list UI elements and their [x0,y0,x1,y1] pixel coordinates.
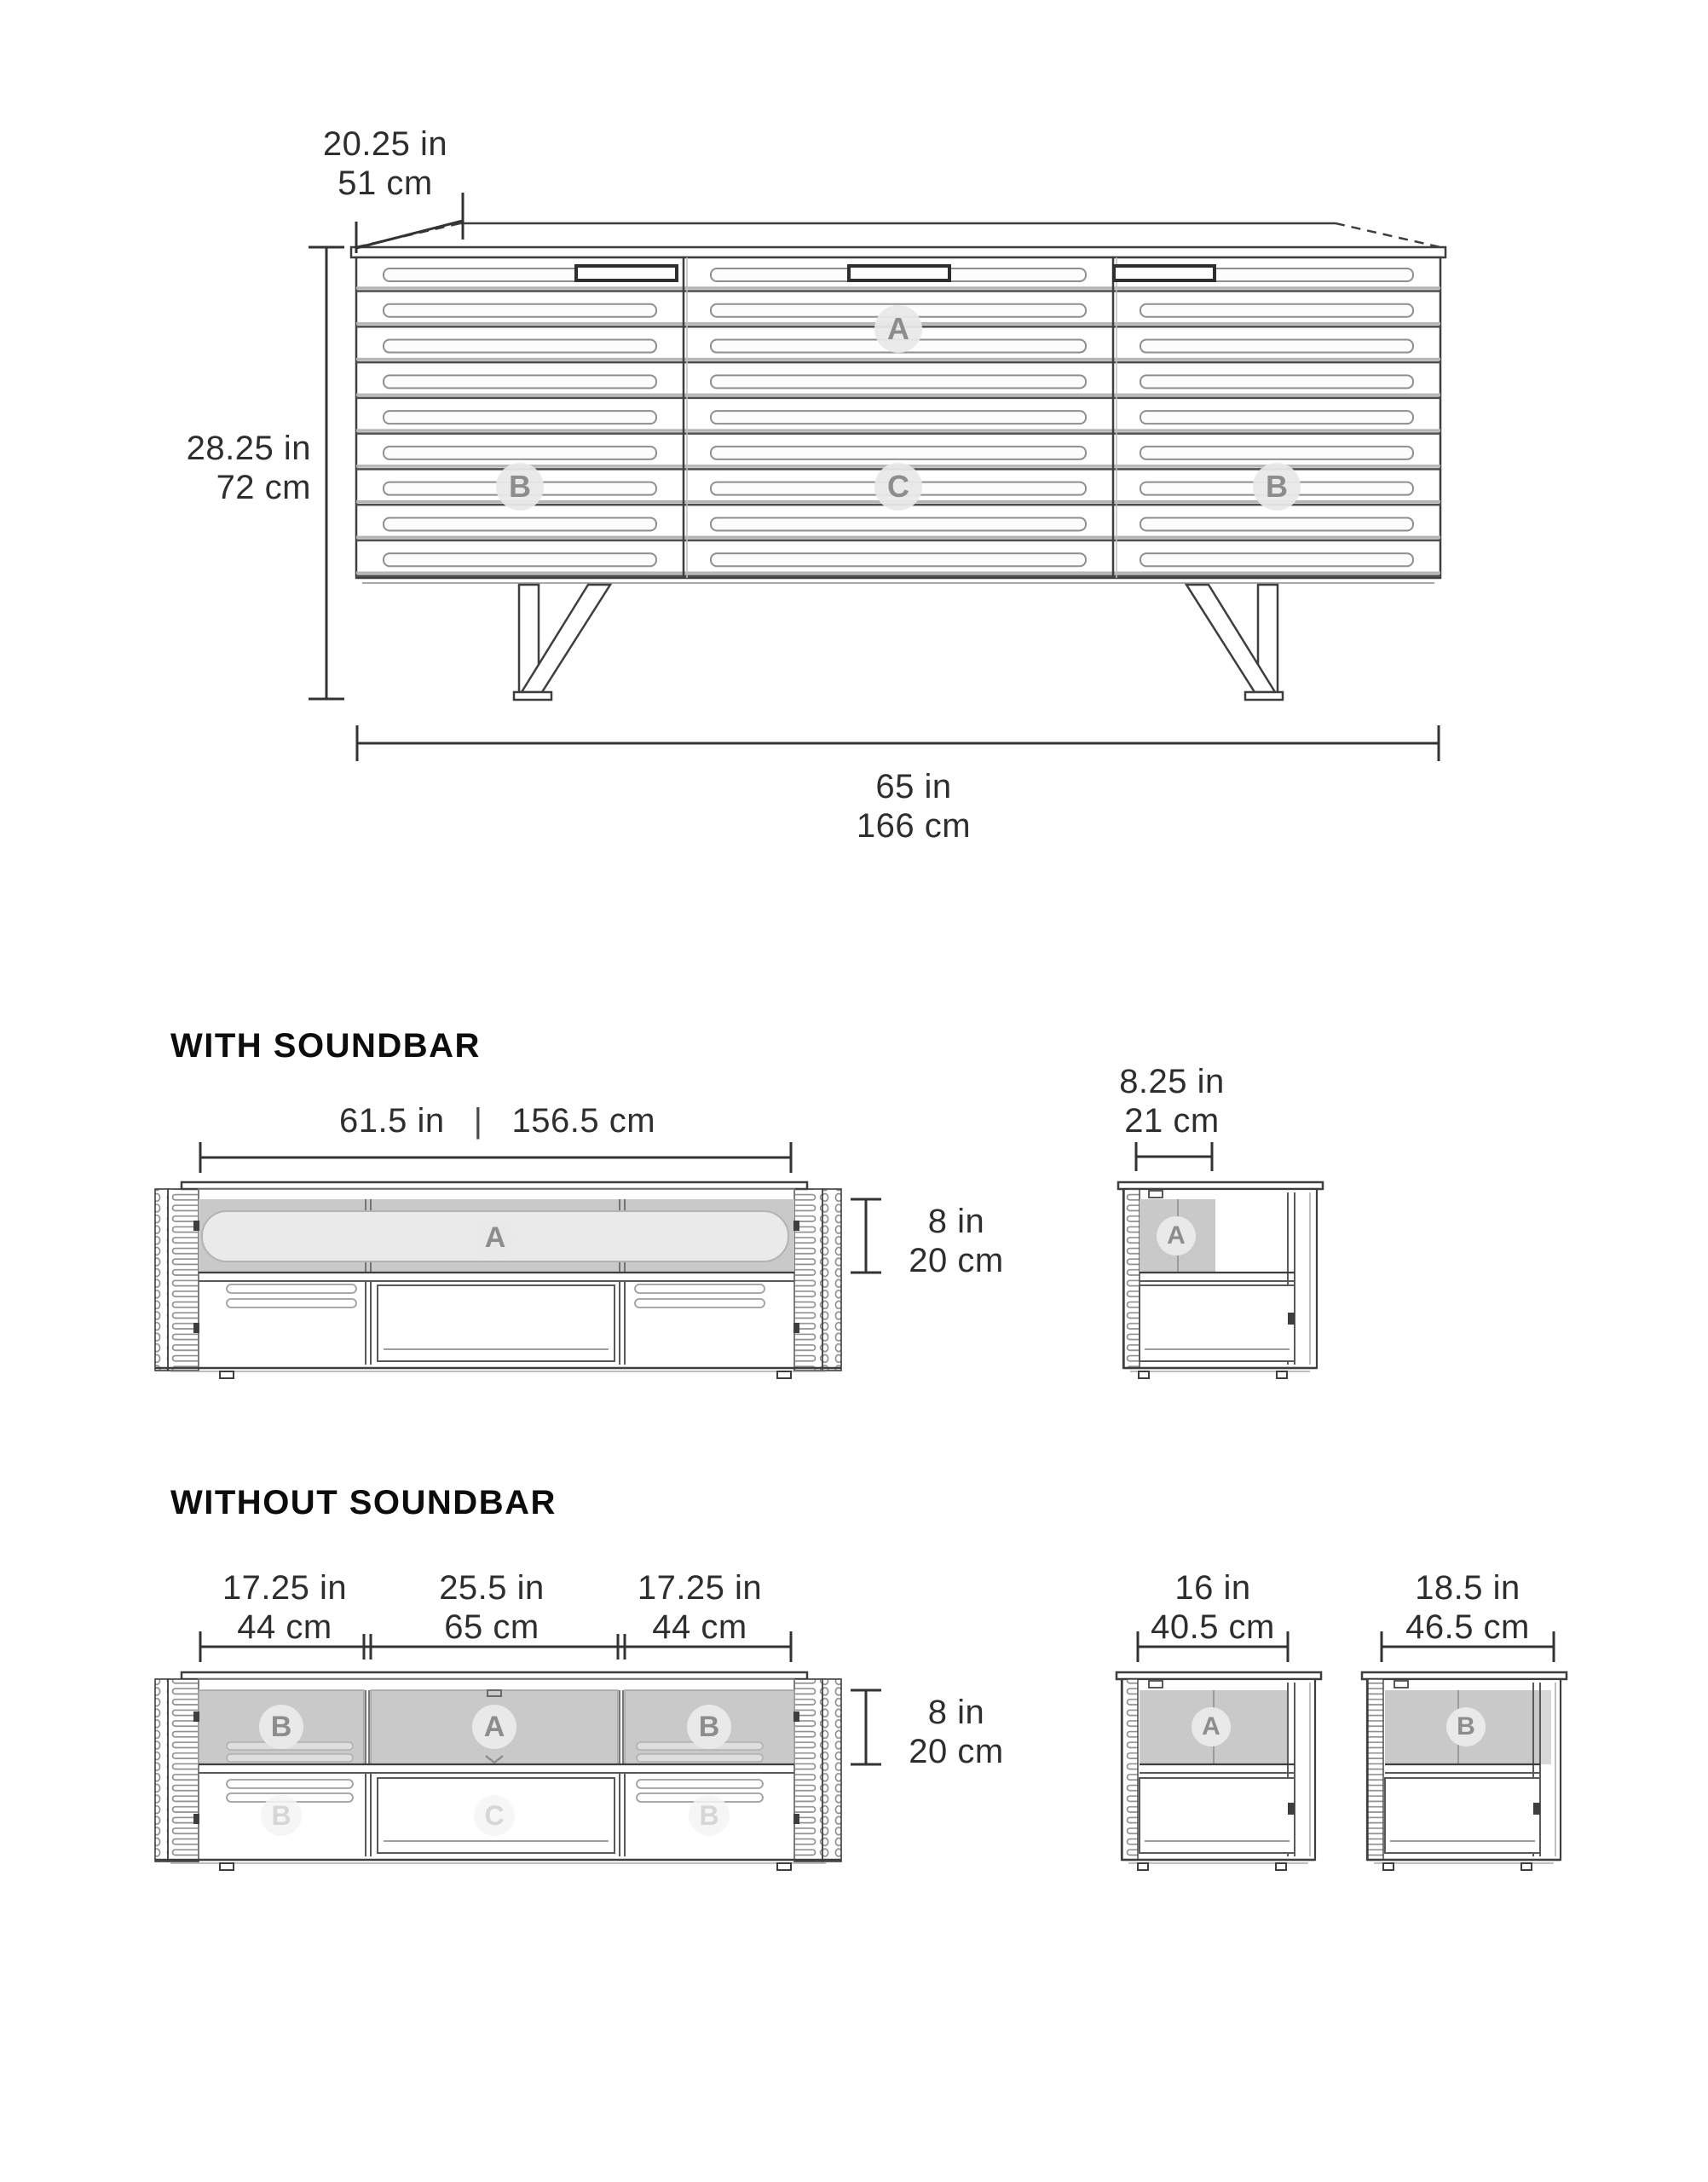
ws-width-dimension-line [200,1142,791,1173]
main-height-in: 28.25 in [186,430,311,467]
console-legs [514,585,1283,700]
ws-height-dimension-line [851,1199,881,1273]
wos-seg3-cm: 44 cm [652,1608,747,1646]
label-badge-ws-soundbar: A [473,1215,517,1260]
wos-height-in: 8 in [927,1694,985,1731]
main-width-cm: 166 cm [856,807,972,845]
ws-right-panel-trim [822,1189,841,1371]
main-depth-cm: 51 cm [338,165,433,202]
wos-height-dimension-line [851,1690,881,1764]
ws-width-cm: 156.5 cm [511,1102,656,1140]
ws-width-in: 61.5 in [338,1102,445,1140]
main-width-in: 65 in [875,768,952,805]
ws-side-depth-in: 8.25 in [1119,1063,1225,1100]
ws-side-depth-cm: 21 cm [1124,1102,1220,1140]
label-badge-side-b: B [1446,1707,1486,1746]
ws-height-cm: 20 cm [909,1242,1004,1279]
wos-seg1-cm: 44 cm [237,1608,332,1646]
label-badge-wos-top-b-left: B [259,1705,303,1749]
console-top-surface [356,223,1440,247]
main-height-dimension [136,429,311,507]
label-badge-wos-bottom-b-left: B [261,1795,302,1836]
console-top-slab [351,247,1445,257]
ws-lid [182,1182,807,1189]
side-b-depth-in: 18.5 in [1415,1569,1520,1607]
label-badge-wos-bottom-c: C [474,1795,515,1836]
handle-center-door [849,266,949,280]
wos-segment-2-dimension [394,1568,590,1647]
width-dimension-line [357,725,1439,761]
ws-left-panel-trim [155,1189,168,1371]
without-soundbar-front-drawing [155,1631,881,1870]
with-soundbar-side-drawing [1118,1142,1323,1378]
ws-side-depth-dimension [1087,1062,1257,1140]
label-badge-wos-top-a: A [472,1705,516,1749]
with-soundbar-front-drawing [155,1142,881,1378]
wos-side-a-drawing [1117,1631,1321,1870]
label-badge-main-c: C [874,463,922,511]
label-badge-wos-bottom-b-right: B [689,1795,730,1836]
wos-seg1-in: 17.25 in [222,1569,348,1607]
label-badge-main-b-right: B [1253,463,1301,511]
main-depth-dimension [279,124,492,203]
main-depth-in: 20.25 in [322,125,448,163]
wos-seg2-cm: 65 cm [444,1608,540,1646]
wos-height-dimension [880,1693,1033,1771]
ws-width-divider: | [473,1102,483,1140]
wos-segment-1-dimension [187,1568,383,1647]
handle-right-door [1114,266,1215,280]
without-soundbar-heading: WITHOUT SOUNDBAR [170,1484,557,1521]
label-badge-ws-side: A [1157,1216,1196,1256]
side-b-depth-cm: 46.5 cm [1405,1608,1530,1646]
ws-width-dimension [200,1101,794,1140]
height-dimension-line [309,247,344,699]
label-badge-main-b-left: B [496,463,544,511]
side-a-depth-in: 16 in [1174,1569,1251,1607]
main-height-cm: 72 cm [216,469,311,506]
side-b-depth-dimension [1382,1568,1553,1647]
ws-side-depth-dimension-line [1136,1142,1212,1171]
wos-seg2-in: 25.5 in [439,1569,545,1607]
side-a-depth-dimension [1128,1568,1298,1647]
ws-height-in: 8 in [927,1203,985,1240]
label-badge-side-a: A [1192,1707,1231,1746]
side-a-depth-cm: 40.5 cm [1151,1608,1275,1646]
label-badge-wos-top-b-right: B [687,1705,731,1749]
ws-right-panel [794,1189,822,1371]
with-soundbar-heading: WITH SOUNDBAR [170,1027,481,1065]
label-badge-main-a: A [874,305,922,353]
wos-side-b-drawing [1362,1631,1567,1870]
wos-seg3-in: 17.25 in [637,1569,763,1607]
main-width-dimension [807,767,1020,846]
ws-left-panel [168,1189,199,1371]
wos-segment-3-dimension [602,1568,798,1647]
handle-left-door [576,266,677,280]
ws-height-dimension [880,1202,1033,1280]
wos-height-cm: 20 cm [909,1733,1004,1770]
